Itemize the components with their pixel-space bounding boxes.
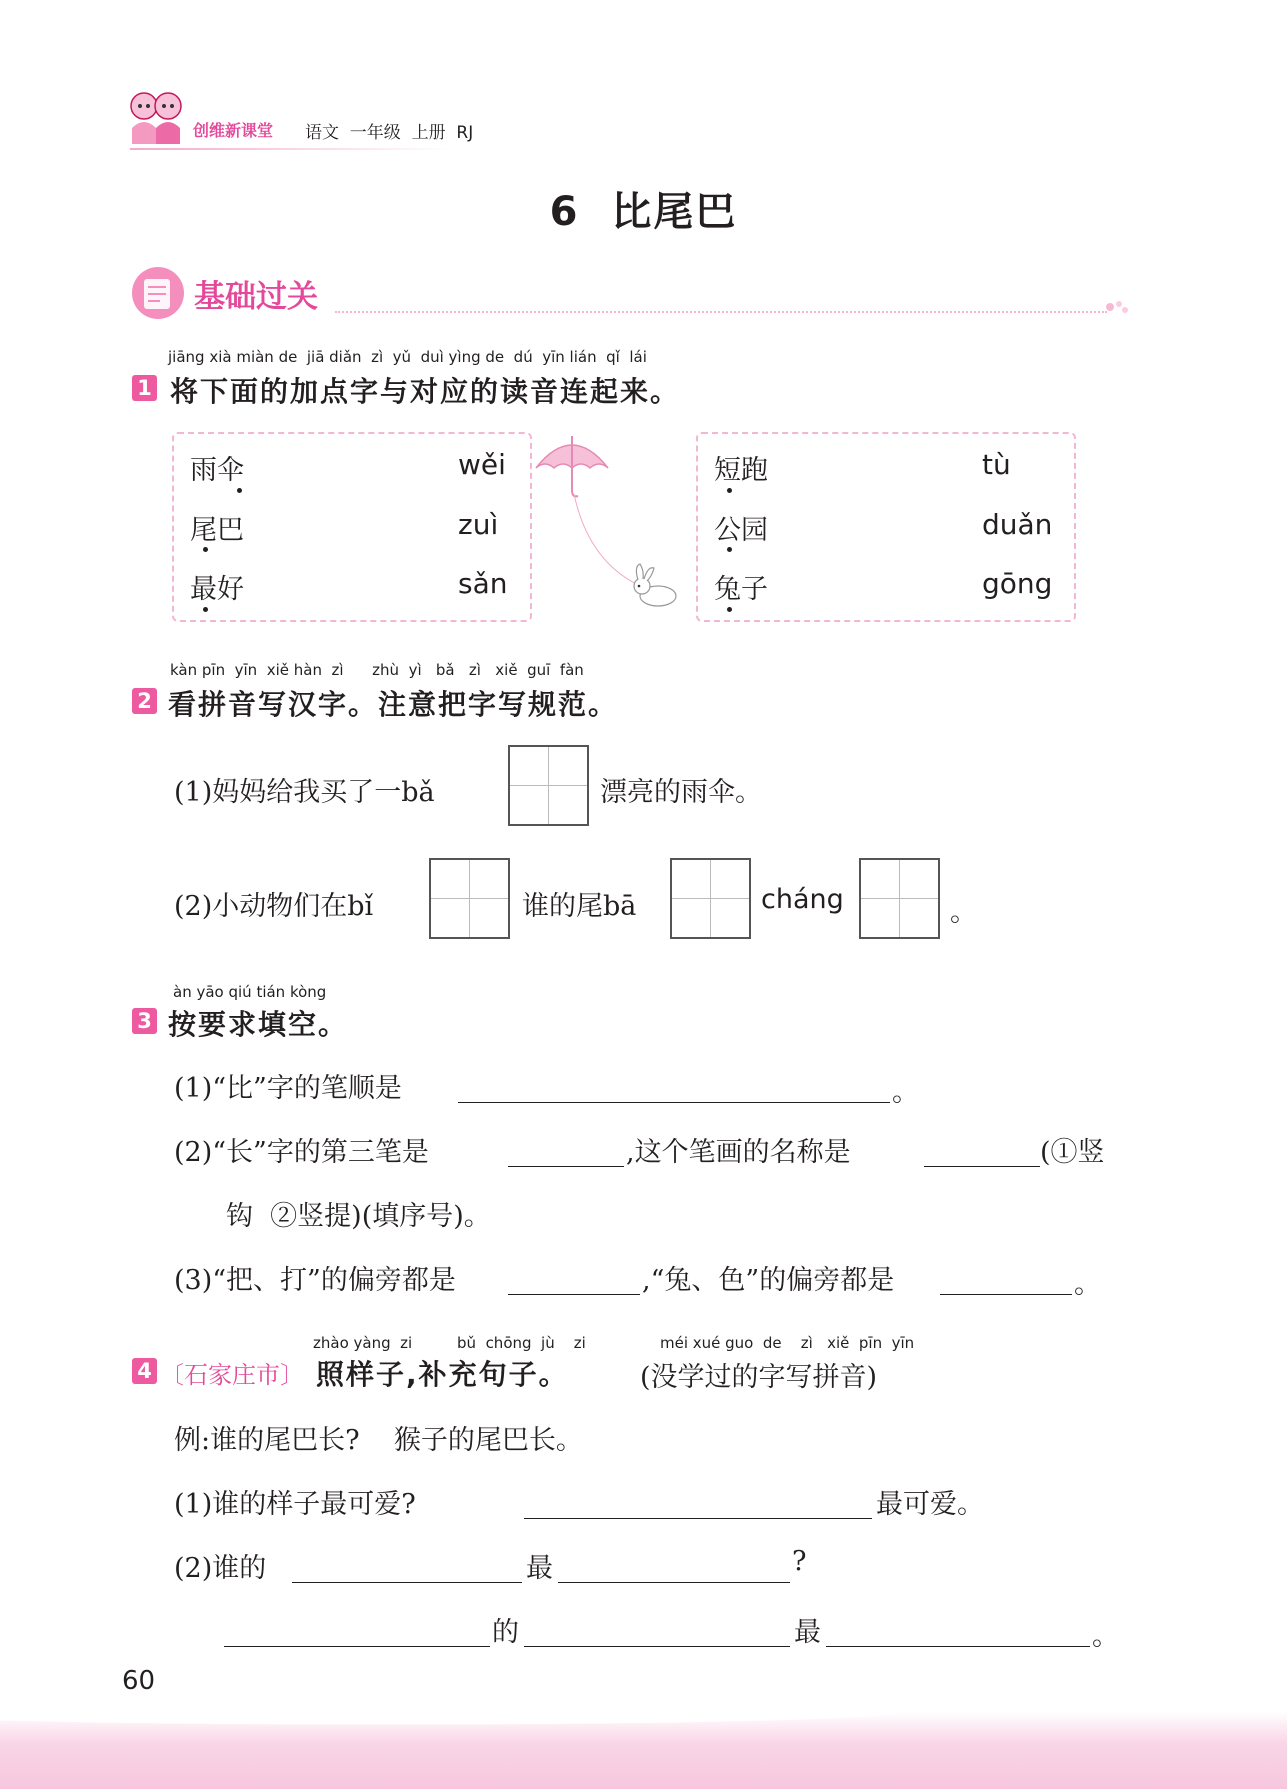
page-number: 60	[122, 1666, 156, 1696]
brand-name: 创维新课堂	[193, 121, 274, 140]
q2-s2-mid-1: 谁的尾bā	[522, 891, 637, 922]
q3-l1-blank[interactable]	[458, 1101, 890, 1103]
lesson-title: 6 比尾巴	[549, 189, 738, 235]
q1-right-word-2[interactable]: 公园	[714, 515, 768, 546]
q3-l1-end: 。	[892, 1077, 919, 1108]
q3-l3-prefix: (3)“把、打”的偏旁都是	[174, 1265, 456, 1296]
q1-left-pinyin-2[interactable]: zuì	[458, 508, 499, 541]
section-rule	[335, 311, 1107, 313]
q4-l3-mid-2: 最	[794, 1617, 821, 1648]
q1-left-word-3[interactable]: 最好	[190, 574, 244, 605]
header-divider	[130, 148, 450, 150]
q4-l3-end: 。	[1092, 1621, 1119, 1652]
q3-l1-prefix: (1)“比”字的笔顺是	[174, 1073, 402, 1104]
q1-pinyin: jiāng xià miàn de jiā diǎn zì yǔ duì yìng de dú yīn lián qǐ lái	[168, 348, 647, 366]
q1-right-pinyin-2[interactable]: duǎn	[982, 508, 1053, 541]
q2-s2-prefix: (2)小动物们在bǐ	[174, 891, 374, 922]
section-badge-icon	[130, 265, 186, 321]
emphasis-dot	[727, 607, 732, 612]
q4-note: (没学过的字写拼音)	[640, 1362, 878, 1393]
q4-title: 照样子,补充句子。	[316, 1358, 569, 1391]
q4-l3-blank-2[interactable]	[524, 1645, 790, 1647]
umbrella-rabbit-icon	[530, 428, 695, 620]
q4-l2-end: ?	[792, 1546, 807, 1577]
emphasis-dot	[237, 488, 242, 493]
q3-l3-end: 。	[1074, 1269, 1101, 1300]
q1-right-pinyin-3[interactable]: gōng	[982, 567, 1053, 600]
q4-l3-blank-1[interactable]	[224, 1645, 490, 1647]
q3-pinyin: àn yāo qiú tián kòng	[173, 983, 327, 1001]
q4-l1-blank[interactable]	[524, 1517, 872, 1519]
q4-l2-prefix: (2)谁的	[174, 1553, 267, 1584]
q2-s2-grid-1[interactable]	[429, 858, 510, 939]
q2-s2-grid-3[interactable]	[859, 858, 940, 939]
q3-l2-blank-2[interactable]	[924, 1165, 1040, 1167]
q4-number: 4	[132, 1358, 157, 1384]
q3-l2-prefix: (2)“长”字的第三笔是	[174, 1137, 429, 1168]
q3-title: 按要求填空。	[168, 1008, 349, 1041]
q1-title: 将下面的加点字与对应的读音连起来。	[170, 375, 681, 408]
mascot-kids-icon	[122, 88, 192, 150]
emphasis-dot	[727, 547, 732, 552]
q4-pinyin-c: méi xué guo de zì xiě pīn yīn	[660, 1334, 915, 1352]
q1-number: 1	[132, 375, 157, 401]
q3-number: 3	[132, 1008, 157, 1034]
q3-l2-blank-1[interactable]	[508, 1165, 624, 1167]
q2-s2-grid-2[interactable]	[670, 858, 751, 939]
q2-pinyin: kàn pīn yīn xiě hàn zì zhù yì bǎ zì xiě guī fàn	[170, 661, 584, 679]
q1-left-word-1[interactable]: 雨伞	[190, 455, 244, 486]
q3-l2-end: (①竖	[1040, 1137, 1105, 1168]
q4-l1-end: 最可爱。	[876, 1489, 984, 1520]
q4-l2-mid: 最	[526, 1553, 553, 1584]
q1-left-word-2[interactable]: 尾巴	[190, 515, 244, 546]
q1-right-word-1[interactable]: 短跑	[714, 455, 768, 486]
decor-dots-icon	[1105, 298, 1129, 320]
q3-l3-blank-2[interactable]	[940, 1293, 1072, 1295]
q4-l2-blank-2[interactable]	[558, 1581, 790, 1583]
q3-l3-blank-1[interactable]	[508, 1293, 640, 1295]
q1-left-pinyin-1[interactable]: wěi	[458, 448, 506, 481]
q4-pinyin-a: zhào yàng zi	[313, 1334, 413, 1352]
q4-tag: 〔石家庄市〕	[160, 1361, 304, 1389]
q2-s2-mid-2: cháng	[761, 884, 844, 915]
q4-example: 例:谁的尾巴长? 猴子的尾巴长。	[174, 1425, 583, 1456]
emphasis-dot	[203, 547, 208, 552]
q2-s1-prefix: (1)妈妈给我买了一bǎ	[174, 777, 435, 808]
book-meta: 语文 一年级 上册 RJ	[305, 123, 474, 143]
section-title: 基础过关	[194, 279, 318, 315]
emphasis-dot	[203, 607, 208, 612]
q3-l3-mid: ,“兔、色”的偏旁都是	[642, 1265, 895, 1296]
emphasis-dot	[727, 488, 732, 493]
q1-left-pinyin-3[interactable]: sǎn	[458, 567, 508, 600]
q2-title: 看拼音写汉字。注意把字写规范。	[168, 688, 619, 721]
q4-l3-blank-3[interactable]	[826, 1645, 1090, 1647]
q2-s1-grid[interactable]	[508, 745, 589, 826]
q3-l2-continuation: 钩 ②竖提)(填序号)。	[226, 1201, 491, 1232]
footer-band	[0, 1712, 1287, 1789]
q2-s2-end: 。	[950, 897, 977, 928]
q3-l2-mid: ,这个笔画的名称是	[626, 1137, 851, 1168]
q4-l3-mid-1: 的	[492, 1617, 519, 1648]
q4-l2-blank-1[interactable]	[292, 1581, 522, 1583]
q4-l1-prefix: (1)谁的样子最可爱?	[174, 1489, 416, 1520]
q2-number: 2	[132, 688, 157, 714]
q4-pinyin-b: bǔ chōng jù zi	[457, 1334, 586, 1352]
q1-right-word-3[interactable]: 兔子	[714, 574, 768, 605]
q1-right-pinyin-1[interactable]: tù	[982, 448, 1011, 481]
q2-s1-suffix: 漂亮的雨伞。	[600, 777, 762, 808]
